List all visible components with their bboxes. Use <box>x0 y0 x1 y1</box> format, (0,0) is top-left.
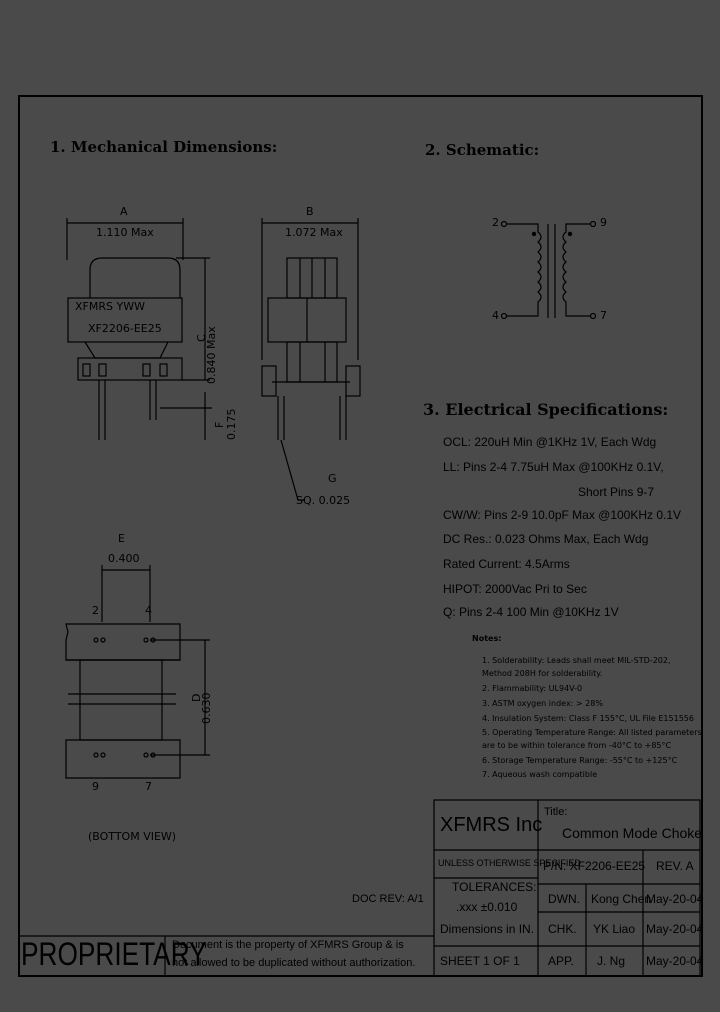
section-schematic-heading: 2. Schematic: <box>425 141 540 159</box>
spec-ll: LL: Pins 2-4 7.75uH Max @100KHz 0.1V, <box>443 460 664 474</box>
chk-label: CHK. <box>548 922 577 936</box>
note-item: 6. Storage Temperature Range: -55°C to +125°C <box>482 756 678 765</box>
sheet-number: SHEET 1 OF 1 <box>440 954 520 968</box>
tolerances-label: TOLERANCES: <box>452 880 537 894</box>
dim-a-letter: A <box>120 205 128 218</box>
dwn-date: May-20-04 <box>646 892 704 906</box>
doc-revision: DOC REV: A/1 <box>352 893 424 905</box>
dim-b-value: 1.072 Max <box>285 226 343 239</box>
note-item: 4. Insulation System: Class F 155°C, UL File E151556 <box>482 714 694 723</box>
dim-b-letter: B <box>306 205 314 218</box>
app-name: J. Ng <box>597 954 626 968</box>
dim-e-letter: E <box>118 532 125 545</box>
spec-ocl: OCL: 220uH Min @1KHz 1V, Each Wdg <box>443 435 657 449</box>
bottom-view-label: (BOTTOM VIEW) <box>88 830 177 843</box>
unless-specified: UNLESS OTHERWISE SPECIFIED <box>438 858 581 868</box>
app-label: APP. <box>548 954 574 968</box>
revision: REV. A <box>656 859 694 873</box>
spec-cww: CW/W: Pins 2-9 10.0pF Max @100KHz 0.1V <box>443 508 682 522</box>
spec-q: Q: Pins 2-4 100 Min @10KHz 1V <box>443 605 619 619</box>
notes-heading: Notes: <box>472 634 502 643</box>
schematic-pin-7: 7 <box>600 309 607 322</box>
dwn-label: DWN. <box>548 892 580 906</box>
dim-d-letter: D <box>190 693 203 702</box>
tolerance-value: .xxx ±0.010 <box>456 900 518 914</box>
schematic-pin-9: 9 <box>600 216 607 229</box>
chk-date: May-20-04 <box>646 922 704 936</box>
bottom-pin-7: 7 <box>145 780 152 793</box>
schematic-pin-2: 2 <box>492 216 499 229</box>
proprietary-text-2: not allowed to be duplicated without authorization. <box>172 957 416 969</box>
dim-a-value: 1.110 Max <box>96 226 154 239</box>
note-item: Method 208H for solderability. <box>482 669 603 678</box>
bottom-pin-4: 4 <box>145 604 152 617</box>
app-date: May-20-04 <box>646 954 704 968</box>
drawing-title: Common Mode Choke <box>562 825 703 841</box>
dim-f-value: 0.175 <box>225 408 238 440</box>
proprietary-label: PROPRIETARY <box>21 936 207 972</box>
title-label: Title: <box>544 806 568 818</box>
spec-dcr: DC Res.: 0.023 Ohms Max, Each Wdg <box>443 532 649 546</box>
dim-f-letter: F <box>213 421 226 428</box>
dim-c-value: 0.840 Max <box>205 326 218 384</box>
core-label-line1: XFMRS YWW <box>75 300 145 313</box>
section-mech-heading: 1. Mechanical Dimensions: <box>50 138 278 156</box>
note-item: 5. Operating Temperature Range: All listed parameters <box>482 728 702 737</box>
schematic-pin-4: 4 <box>492 309 499 322</box>
schematic-drawing <box>502 222 596 319</box>
note-item: 7. Aqueous wash compatible <box>482 770 598 779</box>
bottom-pin-9: 9 <box>92 780 99 793</box>
dimensions-units: Dimensions in IN. <box>440 922 535 936</box>
bottom-pin-2: 2 <box>92 604 99 617</box>
spec-ll-cont: Short Pins 9-7 <box>578 485 655 499</box>
dim-g-value: SQ. 0.025 <box>296 494 351 507</box>
part-number: P/N: XF2206-EE25 <box>543 859 646 873</box>
dim-g-letter: G <box>328 472 337 485</box>
dwn-name: Kong Chen <box>591 892 652 906</box>
note-item: 2. Flammability: UL94V-0 <box>482 684 583 693</box>
dim-c-letter: C <box>195 334 208 342</box>
chk-name: YK Liao <box>593 922 636 936</box>
note-item: 1. Solderability: Leads shall meet MIL-STD-202, <box>482 656 671 665</box>
spec-hipot: HIPOT: 2000Vac Pri to Sec <box>443 582 587 596</box>
proprietary-text-1: Document is the property of XFMRS Group & is <box>172 939 404 951</box>
company-name: XFMRS Inc <box>440 814 543 836</box>
core-label-line2: XF2206-EE25 <box>88 322 162 335</box>
section-electrical-heading: 3. Electrical Specifications: <box>423 400 669 419</box>
bottom-view <box>66 565 210 778</box>
dim-d-value: 0.630 <box>200 692 213 724</box>
dim-e-value: 0.400 <box>108 552 140 565</box>
note-item: are to be within tolerance from -40°C to +85°C <box>482 741 672 750</box>
note-item: 3. ASTM oxygen index: > 28% <box>482 699 603 708</box>
spec-rated-current: Rated Current: 4.5Arms <box>443 557 570 571</box>
side-view <box>262 218 360 500</box>
